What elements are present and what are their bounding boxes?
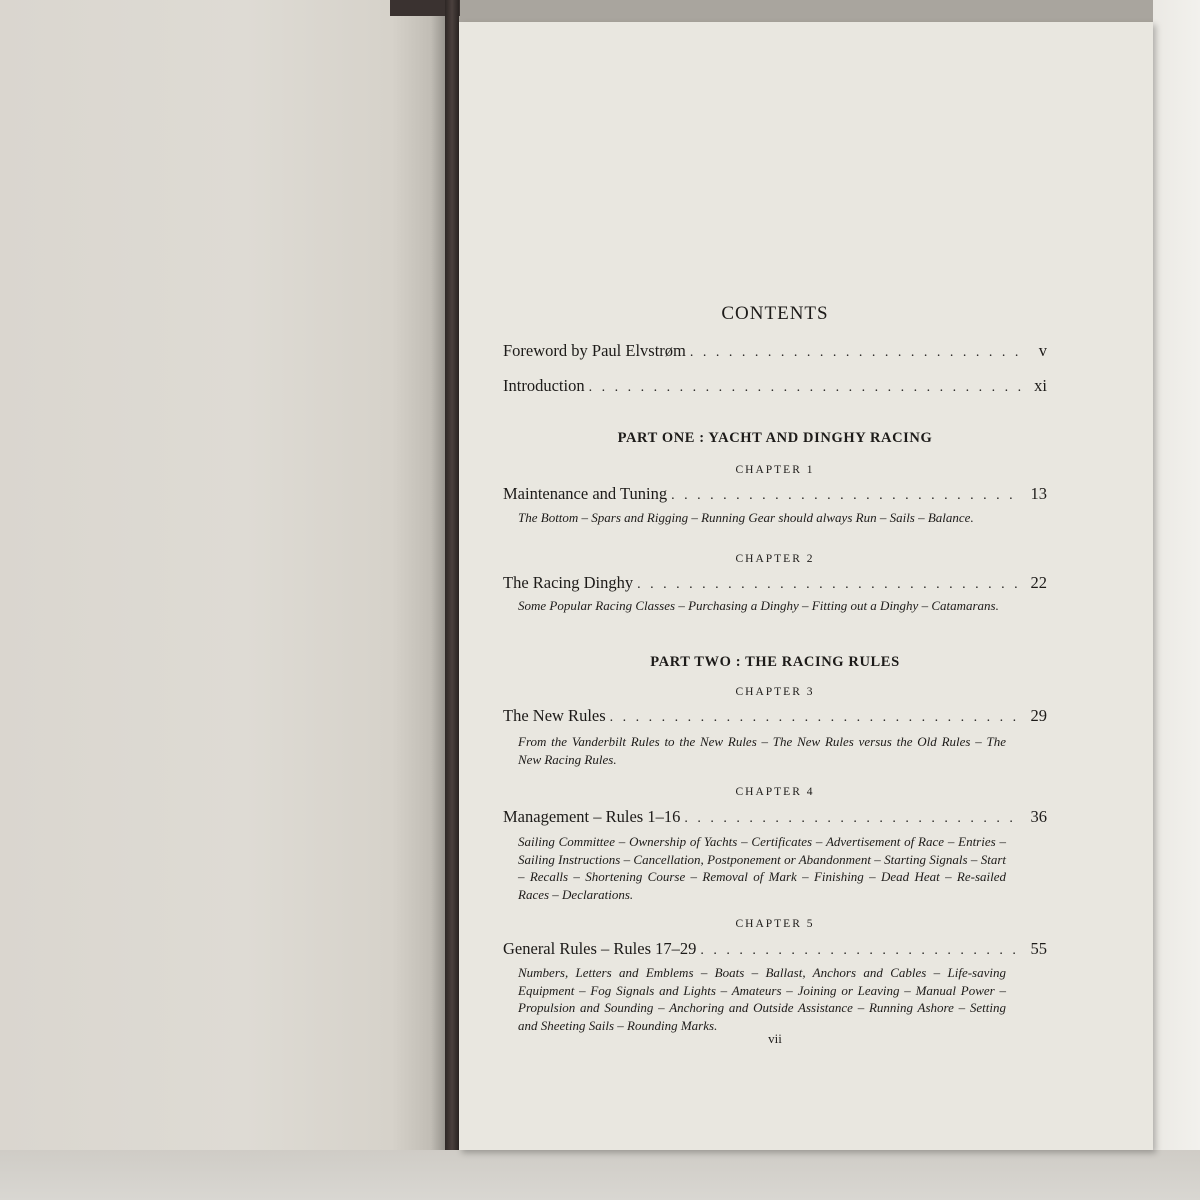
entry-title: Management – Rules 1–16 xyxy=(503,807,681,826)
entry-title: The Racing Dinghy xyxy=(503,573,634,592)
entry-title: The New Rules xyxy=(503,706,606,725)
background-surface xyxy=(1153,0,1200,1150)
chapter-3-summary: From the Vanderbilt Rules to the New Rules – The New Rules versus the Old Rules – The New Racing Rules. xyxy=(518,734,1006,767)
entry-page-number: 55 xyxy=(1030,939,1047,958)
dot-leader xyxy=(700,943,1020,959)
entry-title: Introduction xyxy=(503,376,585,395)
dot-leader xyxy=(671,488,1020,504)
toc-entry-chapter-5 xyxy=(503,939,1047,961)
entry-page-number: 13 xyxy=(1030,484,1047,503)
entry-title: Maintenance and Tuning xyxy=(503,484,668,503)
entry-page-number: v xyxy=(1038,341,1047,360)
contents-heading: CONTENTS xyxy=(721,303,829,324)
dot-leader xyxy=(589,380,1021,396)
chapter-3-label: CHAPTER 3 xyxy=(735,686,815,698)
chapter-2-label: CHAPTER 2 xyxy=(735,553,815,565)
book-gutter xyxy=(445,0,459,1200)
dot-leader xyxy=(610,710,1021,726)
chapter-1-label: CHAPTER 1 xyxy=(735,464,815,476)
table-surface xyxy=(0,1150,1200,1200)
part-two-heading: PART TWO : THE RACING RULES xyxy=(650,654,900,670)
chapter-2-summary: Some Popular Racing Classes – Purchasing a Dinghy – Fitting out a Dinghy – Catamarans. xyxy=(518,598,999,613)
chapter-1-summary: The Bottom – Spars and Rigging – Running Gear should always Run – Sails – Balance. xyxy=(518,510,974,525)
left-blank-page xyxy=(0,0,445,1200)
toc-entry-chapter-1 xyxy=(503,484,1047,506)
page-folio: vii xyxy=(768,1031,782,1046)
dot-leader xyxy=(690,345,1021,361)
dot-leader xyxy=(637,577,1020,593)
chapter-5-summary: Numbers, Letters and Emblems – Boats – Ballast, Anchors and Cables – Life-saving Equipment – Fog Signals and Lights – Amateurs – Joining or Leaving – Manual Power – Propulsion and Sounding – Anchoring and Outside Assistance – Running Ashore – Setting and Sheeting Sails – Rounding Marks. xyxy=(518,965,1006,1033)
chapter-4-label: CHAPTER 4 xyxy=(735,786,815,798)
entry-title: Foreword by Paul Elvstrøm xyxy=(503,341,686,360)
toc-entry-introduction xyxy=(503,376,1047,398)
entry-page-number: 22 xyxy=(1030,573,1047,592)
entry-page-number: xi xyxy=(1034,376,1047,395)
chapter-4-summary: Sailing Committee – Ownership of Yachts – Certificates – Advertisement of Race – Entries – Sailing Instructions – Cancellation, Postponement or Abandonment – Starting Signals – Start – Recalls – Shortening Course – Removal of Mark – Finishing – Dead Heat – Re-sailed Races – Declarations. xyxy=(518,834,1006,902)
chapter-5-label: CHAPTER 5 xyxy=(735,918,815,930)
entry-page-number: 29 xyxy=(1030,706,1047,725)
toc-entry-chapter-2 xyxy=(503,573,1047,595)
dot-leader xyxy=(684,811,1020,827)
entry-title: General Rules – Rules 17–29 xyxy=(503,939,697,958)
toc-entry-chapter-4 xyxy=(503,807,1047,829)
part-one-heading: PART ONE : YACHT AND DINGHY RACING xyxy=(617,430,933,446)
toc-entry-chapter-3 xyxy=(503,706,1047,728)
toc-entry-foreword xyxy=(503,341,1047,363)
entry-page-number: 36 xyxy=(1030,807,1047,826)
